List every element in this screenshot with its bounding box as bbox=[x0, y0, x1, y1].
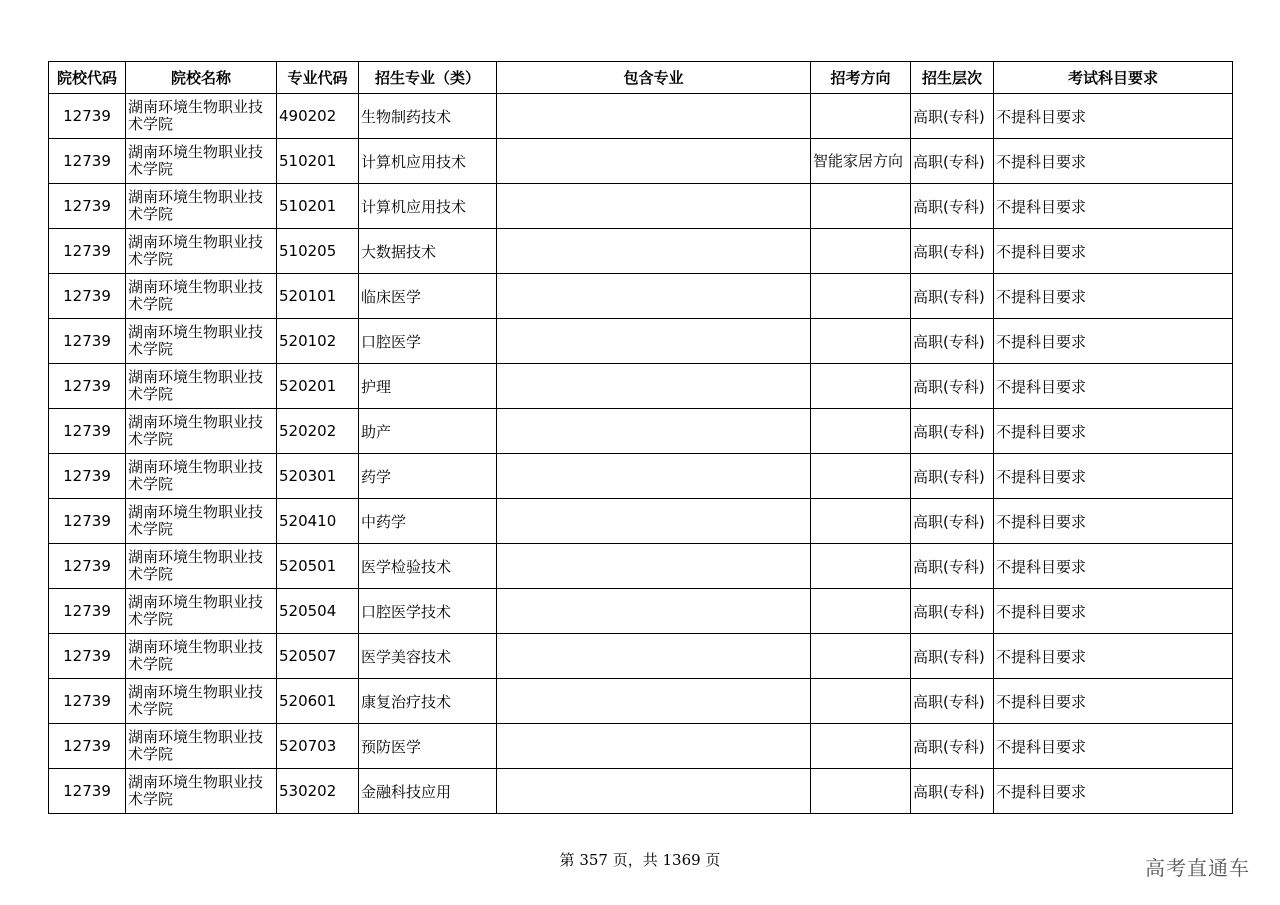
cell-direction bbox=[811, 499, 911, 544]
header-school-name: 院校名称 bbox=[126, 62, 277, 94]
table-row bbox=[49, 94, 1233, 139]
cell-requirement: 不提科目要求 bbox=[994, 679, 1233, 724]
cell-school-name: 湖南环境生物职业技术学院 bbox=[126, 364, 277, 409]
table-row bbox=[49, 139, 1233, 184]
cell-requirement: 不提科目要求 bbox=[994, 139, 1233, 184]
table-row bbox=[49, 769, 1233, 814]
cell-major-code: 490202 bbox=[277, 94, 359, 139]
header-school-code: 院校代码 bbox=[49, 62, 126, 94]
table-header bbox=[49, 62, 1233, 94]
cell-major: 临床医学 bbox=[359, 274, 497, 319]
cell-school-name: 湖南环境生物职业技术学院 bbox=[126, 184, 277, 229]
cell-level: 高职(专科) bbox=[911, 589, 994, 634]
table-row bbox=[49, 409, 1233, 454]
cell-included-majors bbox=[497, 454, 811, 499]
cell-included-majors bbox=[497, 544, 811, 589]
cell-school-code: 12739 bbox=[49, 544, 126, 589]
cell-major: 医学美容技术 bbox=[359, 634, 497, 679]
cell-school-code: 12739 bbox=[49, 634, 126, 679]
cell-major: 预防医学 bbox=[359, 724, 497, 769]
header-major: 招生专业（类） bbox=[359, 62, 497, 94]
cell-included-majors bbox=[497, 634, 811, 679]
cell-school-name: 湖南环境生物职业技术学院 bbox=[126, 679, 277, 724]
cell-level: 高职(专科) bbox=[911, 364, 994, 409]
cell-school-name: 湖南环境生物职业技术学院 bbox=[126, 319, 277, 364]
header-level: 招生层次 bbox=[911, 62, 994, 94]
cell-major: 大数据技术 bbox=[359, 229, 497, 274]
cell-requirement: 不提科目要求 bbox=[994, 364, 1233, 409]
header-included-majors: 包含专业 bbox=[497, 62, 811, 94]
cell-school-code: 12739 bbox=[49, 454, 126, 499]
table-row bbox=[49, 589, 1233, 634]
cell-included-majors bbox=[497, 319, 811, 364]
table-row bbox=[49, 724, 1233, 769]
cell-direction bbox=[811, 679, 911, 724]
cell-major-code: 510201 bbox=[277, 184, 359, 229]
table-row bbox=[49, 364, 1233, 409]
cell-school-code: 12739 bbox=[49, 724, 126, 769]
cell-major: 计算机应用技术 bbox=[359, 139, 497, 184]
cell-school-name: 湖南环境生物职业技术学院 bbox=[126, 769, 277, 814]
cell-major-code: 520601 bbox=[277, 679, 359, 724]
cell-direction bbox=[811, 769, 911, 814]
cell-requirement: 不提科目要求 bbox=[994, 184, 1233, 229]
cell-major-code: 520703 bbox=[277, 724, 359, 769]
cell-school-name: 湖南环境生物职业技术学院 bbox=[126, 634, 277, 679]
cell-major-code: 520504 bbox=[277, 589, 359, 634]
cell-requirement: 不提科目要求 bbox=[994, 634, 1233, 679]
cell-school-code: 12739 bbox=[49, 589, 126, 634]
cell-level: 高职(专科) bbox=[911, 769, 994, 814]
cell-included-majors bbox=[497, 229, 811, 274]
cell-requirement: 不提科目要求 bbox=[994, 589, 1233, 634]
cell-major-code: 530202 bbox=[277, 769, 359, 814]
cell-level: 高职(专科) bbox=[911, 454, 994, 499]
cell-included-majors bbox=[497, 724, 811, 769]
cell-school-code: 12739 bbox=[49, 364, 126, 409]
cell-major: 中药学 bbox=[359, 499, 497, 544]
cell-major: 药学 bbox=[359, 454, 497, 499]
cell-requirement: 不提科目要求 bbox=[994, 544, 1233, 589]
cell-school-code: 12739 bbox=[49, 229, 126, 274]
cell-major: 计算机应用技术 bbox=[359, 184, 497, 229]
table-row bbox=[49, 454, 1233, 499]
cell-major: 助产 bbox=[359, 409, 497, 454]
header-major-code: 专业代码 bbox=[277, 62, 359, 94]
cell-school-code: 12739 bbox=[49, 184, 126, 229]
table-row bbox=[49, 274, 1233, 319]
cell-level: 高职(专科) bbox=[911, 544, 994, 589]
cell-major: 口腔医学技术 bbox=[359, 589, 497, 634]
table-row bbox=[49, 229, 1233, 274]
watermark: 高考直通车 bbox=[1145, 856, 1250, 880]
cell-major-code: 520101 bbox=[277, 274, 359, 319]
cell-included-majors bbox=[497, 94, 811, 139]
cell-major: 金融科技应用 bbox=[359, 769, 497, 814]
cell-requirement: 不提科目要求 bbox=[994, 769, 1233, 814]
cell-requirement: 不提科目要求 bbox=[994, 454, 1233, 499]
cell-major-code: 510205 bbox=[277, 229, 359, 274]
cell-direction bbox=[811, 409, 911, 454]
cell-major-code: 520507 bbox=[277, 634, 359, 679]
table-row bbox=[49, 184, 1233, 229]
cell-school-code: 12739 bbox=[49, 94, 126, 139]
cell-level: 高职(专科) bbox=[911, 274, 994, 319]
cell-included-majors bbox=[497, 769, 811, 814]
table-row bbox=[49, 319, 1233, 364]
cell-requirement: 不提科目要求 bbox=[994, 409, 1233, 454]
cell-school-name: 湖南环境生物职业技术学院 bbox=[126, 589, 277, 634]
cell-direction bbox=[811, 634, 911, 679]
cell-level: 高职(专科) bbox=[911, 319, 994, 364]
cell-requirement: 不提科目要求 bbox=[994, 274, 1233, 319]
cell-direction: 智能家居方向 bbox=[811, 139, 911, 184]
page-number: 第 357 页，共 1369 页 bbox=[559, 851, 721, 869]
cell-major-code: 520201 bbox=[277, 364, 359, 409]
cell-included-majors bbox=[497, 679, 811, 724]
cell-school-code: 12739 bbox=[49, 769, 126, 814]
cell-direction bbox=[811, 184, 911, 229]
cell-school-code: 12739 bbox=[49, 274, 126, 319]
cell-requirement: 不提科目要求 bbox=[994, 94, 1233, 139]
cell-direction bbox=[811, 229, 911, 274]
cell-included-majors bbox=[497, 184, 811, 229]
header-row bbox=[49, 62, 1233, 94]
cell-level: 高职(专科) bbox=[911, 679, 994, 724]
cell-requirement: 不提科目要求 bbox=[994, 724, 1233, 769]
cell-school-code: 12739 bbox=[49, 679, 126, 724]
cell-requirement: 不提科目要求 bbox=[994, 229, 1233, 274]
cell-included-majors bbox=[497, 139, 811, 184]
cell-major: 护理 bbox=[359, 364, 497, 409]
cell-level: 高职(专科) bbox=[911, 229, 994, 274]
cell-level: 高职(专科) bbox=[911, 184, 994, 229]
cell-direction bbox=[811, 589, 911, 634]
cell-major-code: 520301 bbox=[277, 454, 359, 499]
cell-school-name: 湖南环境生物职业技术学院 bbox=[126, 454, 277, 499]
table-row bbox=[49, 679, 1233, 724]
cell-school-code: 12739 bbox=[49, 499, 126, 544]
table-row bbox=[49, 634, 1233, 679]
cell-major: 医学检验技术 bbox=[359, 544, 497, 589]
header-direction: 招考方向 bbox=[811, 62, 911, 94]
cell-school-name: 湖南环境生物职业技术学院 bbox=[126, 229, 277, 274]
cell-direction bbox=[811, 274, 911, 319]
cell-level: 高职(专科) bbox=[911, 634, 994, 679]
cell-included-majors bbox=[497, 499, 811, 544]
cell-major: 康复治疗技术 bbox=[359, 679, 497, 724]
cell-school-code: 12739 bbox=[49, 139, 126, 184]
cell-level: 高职(专科) bbox=[911, 499, 994, 544]
cell-school-name: 湖南环境生物职业技术学院 bbox=[126, 94, 277, 139]
cell-major-code: 510201 bbox=[277, 139, 359, 184]
cell-included-majors bbox=[497, 589, 811, 634]
cell-direction bbox=[811, 319, 911, 364]
cell-major-code: 520501 bbox=[277, 544, 359, 589]
cell-school-code: 12739 bbox=[49, 319, 126, 364]
cell-level: 高职(专科) bbox=[911, 94, 994, 139]
admissions-table bbox=[48, 61, 1233, 814]
cell-major: 生物制药技术 bbox=[359, 94, 497, 139]
table-row bbox=[49, 544, 1233, 589]
cell-requirement: 不提科目要求 bbox=[994, 319, 1233, 364]
cell-major: 口腔医学 bbox=[359, 319, 497, 364]
cell-school-name: 湖南环境生物职业技术学院 bbox=[126, 139, 277, 184]
cell-school-name: 湖南环境生物职业技术学院 bbox=[126, 274, 277, 319]
cell-major-code: 520102 bbox=[277, 319, 359, 364]
cell-major-code: 520202 bbox=[277, 409, 359, 454]
cell-included-majors bbox=[497, 409, 811, 454]
cell-level: 高职(专科) bbox=[911, 409, 994, 454]
cell-direction bbox=[811, 544, 911, 589]
table-row bbox=[49, 499, 1233, 544]
cell-school-name: 湖南环境生物职业技术学院 bbox=[126, 409, 277, 454]
cell-included-majors bbox=[497, 364, 811, 409]
header-requirement: 考试科目要求 bbox=[994, 62, 1233, 94]
cell-direction bbox=[811, 94, 911, 139]
cell-level: 高职(专科) bbox=[911, 139, 994, 184]
cell-direction bbox=[811, 364, 911, 409]
cell-school-code: 12739 bbox=[49, 409, 126, 454]
cell-school-name: 湖南环境生物职业技术学院 bbox=[126, 544, 277, 589]
cell-school-name: 湖南环境生物职业技术学院 bbox=[126, 499, 277, 544]
cell-direction bbox=[811, 724, 911, 769]
cell-level: 高职(专科) bbox=[911, 724, 994, 769]
cell-requirement: 不提科目要求 bbox=[994, 499, 1233, 544]
cell-direction bbox=[811, 454, 911, 499]
cell-major-code: 520410 bbox=[277, 499, 359, 544]
table-body bbox=[49, 94, 1233, 814]
cell-included-majors bbox=[497, 274, 811, 319]
cell-school-name: 湖南环境生物职业技术学院 bbox=[126, 724, 277, 769]
